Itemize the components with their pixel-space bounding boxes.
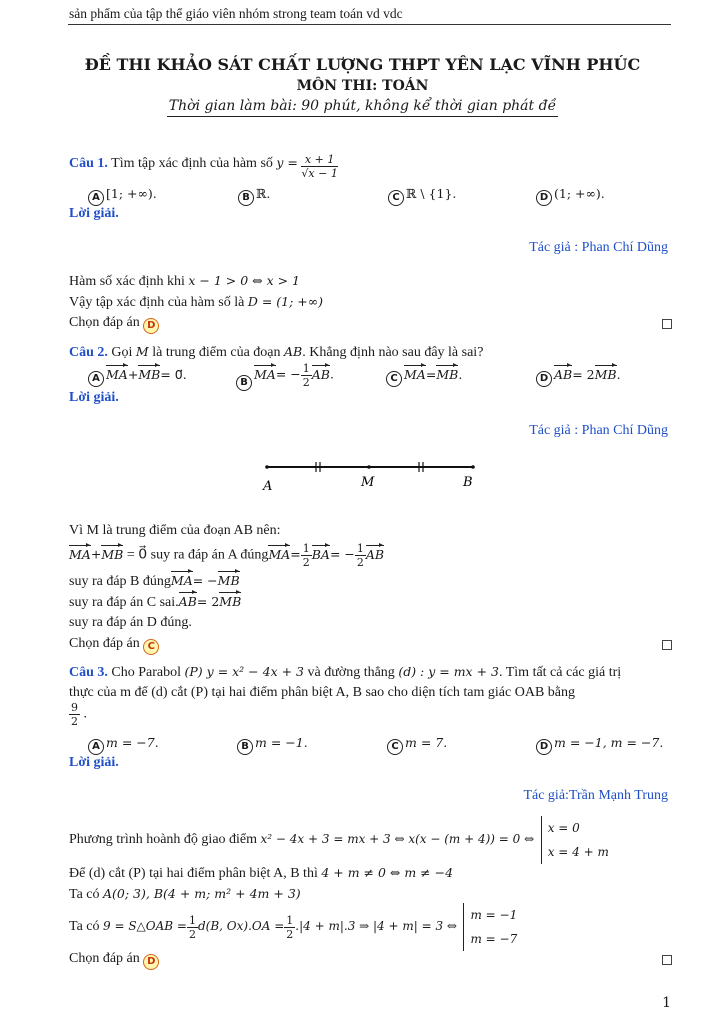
- q1-label: Câu 1.: [69, 156, 108, 171]
- q2-s3-text: suy ra đáp B đúng: [69, 574, 171, 589]
- q2-s3-v2: MB: [217, 573, 240, 588]
- q2-option-c-marker: C: [386, 371, 402, 387]
- q3-option-b[interactable]: [237, 735, 308, 755]
- q1-sol-line1-text: Hàm số xác định khi: [69, 274, 185, 289]
- q1-option-d[interactable]: [536, 186, 605, 206]
- q1-func-den: √x − 1: [301, 167, 338, 180]
- q3-l1-case2: x = 4 + m: [547, 845, 609, 859]
- q2-sol-line4: [69, 594, 241, 611]
- q2-option-b-marker: B: [236, 375, 252, 391]
- q3-l3-text: Ta có: [69, 887, 100, 902]
- q3-l1-case1: x = 0: [547, 821, 580, 835]
- q3-l4-case2: m = −7: [470, 932, 518, 946]
- q1-option-c-text: ℝ \ {1}.: [406, 186, 457, 201]
- q2-option-b-v1: MA: [254, 366, 276, 382]
- point-m-dot: [367, 465, 371, 469]
- q2-s4-text: suy ra đáp án C sai.: [69, 595, 179, 610]
- q1-option-d-text: (1; +∞).: [554, 186, 605, 201]
- label-m: M: [361, 475, 375, 490]
- q2-option-c-mid: =: [425, 367, 437, 382]
- q3-stem-1m2: (d) : y = mx + 3: [398, 664, 499, 679]
- label-b: B: [463, 475, 473, 490]
- q2-stem-m: M: [135, 344, 149, 359]
- q1-stem: [69, 154, 338, 179]
- q2-option-b-mid: = −: [275, 366, 301, 382]
- q2-option-b-frac-n: 1: [302, 362, 310, 375]
- q3-l4-text: Ta có: [69, 919, 100, 935]
- q1-func-lhs: y =: [276, 155, 298, 170]
- q2-option-d-rhs: .: [616, 367, 621, 382]
- q2-option-a-mid: +: [127, 367, 139, 382]
- q2-sol-line1: Vì M là trung điểm của đoạn AB nên:: [69, 523, 281, 538]
- q2-sol-line2: [69, 543, 384, 568]
- q2-option-c-rhs: .: [458, 367, 463, 382]
- q2-choose: [69, 636, 161, 655]
- q1-sol-line1: [69, 273, 300, 290]
- q2-option-b-rhs: .: [329, 366, 334, 382]
- q2-option-b-frac-d: 2: [302, 376, 310, 389]
- q3-stem-1b: và đường thẳng: [307, 665, 395, 680]
- q2-option-c-v2: MB: [436, 367, 459, 382]
- q2-option-b[interactable]: [236, 363, 334, 391]
- q1-option-a[interactable]: [88, 186, 157, 206]
- q3-sol-line2: [69, 865, 453, 882]
- q1-choose: [69, 315, 161, 334]
- q2-stem: [69, 344, 483, 361]
- q3-l4-cases: [463, 903, 517, 951]
- q2-option-b-frac: [301, 363, 312, 388]
- q3-frac: [69, 702, 80, 727]
- q3-stem-line1: [69, 664, 621, 681]
- q2-s2-v5: AB: [365, 546, 385, 562]
- q1-sol-line2-text: Vậy tập xác định của hàm số là: [69, 295, 245, 310]
- q2-sol-line3: [69, 573, 240, 590]
- q1-sol-line2-math: D = (1; +∞): [247, 294, 324, 309]
- q2-option-d-mid: = 2: [572, 367, 595, 382]
- q3-option-a-text: m = −7.: [106, 735, 159, 750]
- q2-option-a-v1: MA: [106, 367, 128, 382]
- q2-author: Tác giả : Phan Chí Dũng: [529, 423, 668, 438]
- q1-func-den-text: x − 1: [308, 167, 338, 180]
- q3-l4-m3: .|4 + m|.3 ⇒ |4 + m| = 3 ⇔: [295, 919, 457, 934]
- q3-l4-m1: 9 = S△OAB =: [103, 919, 187, 934]
- q2-s2-frac1: $\frac{1}{2}$: [302, 542, 310, 569]
- q2-stem-ab: AB: [284, 344, 303, 359]
- q2-s2-text: = 0⃗ suy ra đáp án A đúng: [126, 547, 269, 563]
- q3-stem-1c: . Tìm tất cả các giá trị: [498, 665, 622, 680]
- q2-option-a[interactable]: [88, 367, 187, 387]
- exam-title: ĐỀ THI KHẢO SÁT CHẤT LƯỢNG THPT YÊN LẠC VĨNH PHÚC: [84, 55, 641, 74]
- q3-label: Câu 3.: [69, 665, 108, 680]
- q2-s3-eq: = −: [192, 573, 218, 588]
- q3-option-a-marker: A: [88, 739, 104, 755]
- q3-l3-math: A(0; 3), B(4 + m; m² + 4m + 3): [103, 886, 301, 901]
- q1-sol-line1-math: x − 1 > 0 ⇔ x > 1: [188, 273, 301, 288]
- q2-s2-frac2: $\frac{1}{2}$: [356, 542, 364, 569]
- q3-end-box: [662, 955, 672, 965]
- q2-sol-line5: suy ra đáp án D đúng.: [69, 615, 192, 630]
- q1-option-a-marker: A: [88, 190, 104, 206]
- q3-l4-frac1: $\frac{1}{2}$: [188, 913, 196, 941]
- q1-option-c-marker: C: [388, 190, 404, 206]
- q2-s2-v1: MA: [69, 546, 91, 562]
- q3-frac-d: 2: [71, 715, 78, 728]
- q3-l2-math: 4 + m ≠ 0 ⇔ m ≠ −4: [321, 865, 454, 880]
- q3-option-b-text: m = −1.: [255, 735, 308, 750]
- q2-s4-v2: MB: [219, 594, 242, 609]
- q1-option-a-text: [1; +∞).: [106, 186, 157, 201]
- q3-stem-frac: $\frac{9}{2}$ .: [71, 701, 87, 728]
- q3-stem-line2: thực của m để (d) cắt (P) tại hai điểm phân biệt A, B sao cho diện tích tam giác OAB bằng: [69, 685, 576, 700]
- exam-time: [0, 98, 725, 114]
- q1-func-frac: [301, 154, 337, 179]
- q1-option-c[interactable]: [388, 186, 456, 206]
- q1-option-d-marker: D: [536, 190, 552, 206]
- q2-s4-v1: AB: [178, 594, 197, 609]
- q3-answer-marker: D: [143, 954, 159, 970]
- q2-stem-a: Gọi: [111, 345, 133, 360]
- q2-option-d-v2: MB: [594, 367, 617, 382]
- q1-choose-text: Chọn đáp án: [69, 315, 140, 330]
- q1-func-num: x + 1: [301, 154, 337, 167]
- q3-l4-m2: d(B, Ox).OA =: [197, 919, 285, 934]
- q3-option-b-marker: B: [237, 739, 253, 755]
- q3-l2-text: Để (d) cắt (P) tại hai điểm phân biệt A, B thì: [69, 866, 318, 881]
- q1-answer-marker: D: [143, 318, 159, 334]
- q1-stem-text: Tìm tập xác định của hàm số: [111, 156, 273, 171]
- exam-time-text: Thời gian làm bài: 90 phút, không kể thời gian phát đề: [167, 98, 558, 117]
- q3-sol-line3: [69, 886, 301, 903]
- q3-l1-text: Phương trình hoành độ giao điểm: [69, 832, 258, 848]
- header-rule: [68, 24, 671, 25]
- q2-stem-c: . Khẳng định nào sau đây là sai?: [302, 345, 484, 360]
- q2-option-a-marker: A: [88, 371, 104, 387]
- segment-figure: [255, 455, 485, 495]
- q2-stem-b: là trung điểm của đoạn: [152, 345, 281, 360]
- q1-sol-line2: [69, 294, 323, 311]
- q3-option-d[interactable]: [536, 735, 663, 755]
- point-b-dot: [471, 465, 475, 469]
- q3-choose: [69, 951, 161, 970]
- q3-option-c-text: m = 7.: [405, 735, 448, 750]
- q1-solution-label: Lời giải.: [69, 206, 119, 221]
- q1-option-b-marker: B: [238, 190, 254, 206]
- q2-option-d-v1: AB: [554, 367, 573, 382]
- q2-s2-v3: MA: [268, 546, 291, 562]
- q2-answer-marker: C: [143, 639, 159, 655]
- q3-l1-math: x² − 4x + 3 = mx + 3 ⇔ x(x − (m + 4)) = 0 ⇔: [260, 832, 535, 847]
- q2-s2-op: +: [90, 546, 102, 562]
- q1-author: Tác giả : Phan Chí Dũng: [529, 240, 668, 255]
- q3-l4-case1: m = −1: [470, 908, 518, 922]
- q2-s4-eq: = 2: [196, 594, 220, 609]
- q2-s2-eq: =: [290, 546, 301, 562]
- q2-end-box: [662, 640, 672, 650]
- q3-option-c-marker: C: [387, 739, 403, 755]
- q2-s2-v4: BA: [311, 546, 330, 562]
- q3-sol-line1: [69, 816, 609, 864]
- point-a-dot: [265, 465, 269, 469]
- page-number: 1: [662, 995, 671, 1011]
- q2-option-d-marker: D: [536, 371, 552, 387]
- q3-option-c[interactable]: [387, 735, 447, 755]
- q1-end-box: [662, 319, 672, 329]
- q3-stem-1a: Cho Parabol: [111, 665, 182, 680]
- q2-s2-v2: MB: [101, 546, 124, 562]
- page-header: sản phẩm của tập thể giáo viên nhóm strong team toán vd vdc: [69, 6, 403, 21]
- q3-solution-label: Lời giải.: [69, 755, 119, 770]
- q2-label: Câu 2.: [69, 345, 108, 360]
- q2-option-b-v2: AB: [311, 366, 330, 382]
- q3-frac-n: 9: [71, 701, 78, 714]
- q3-l4-frac2: $\frac{1}{2}$: [286, 913, 294, 941]
- q2-option-c-v1: MA: [404, 367, 426, 382]
- q1-option-b[interactable]: [238, 186, 270, 206]
- q2-s2-eq2: = −: [329, 546, 355, 562]
- q2-option-a-v2: MB: [138, 367, 161, 382]
- q3-option-d-marker: D: [536, 739, 552, 755]
- q2-option-d[interactable]: [536, 367, 621, 387]
- q2-solution-label: Lời giải.: [69, 390, 119, 405]
- label-a: A: [263, 479, 273, 494]
- q3-author: Tác giả:Trần Mạnh Trung: [523, 788, 668, 803]
- q3-choose-text: Chọn đáp án: [69, 951, 140, 966]
- q3-stem-1m: (P) y = x² − 4x + 3: [184, 664, 304, 679]
- q3-l1-cases: [541, 816, 609, 864]
- q2-option-c[interactable]: [386, 367, 462, 387]
- q3-option-d-text: m = −1, m = −7.: [554, 735, 664, 750]
- exam-subject: MÔN THI: TOÁN: [296, 78, 429, 94]
- q3-sol-line4: [69, 903, 517, 951]
- q2-s3-v1: MA: [170, 573, 193, 588]
- q2-option-a-rhs: = 0⃗.: [160, 367, 187, 382]
- q2-choose-text: Chọn đáp án: [69, 636, 140, 651]
- q3-option-a[interactable]: [88, 735, 159, 755]
- q1-option-b-text: ℝ.: [256, 186, 271, 201]
